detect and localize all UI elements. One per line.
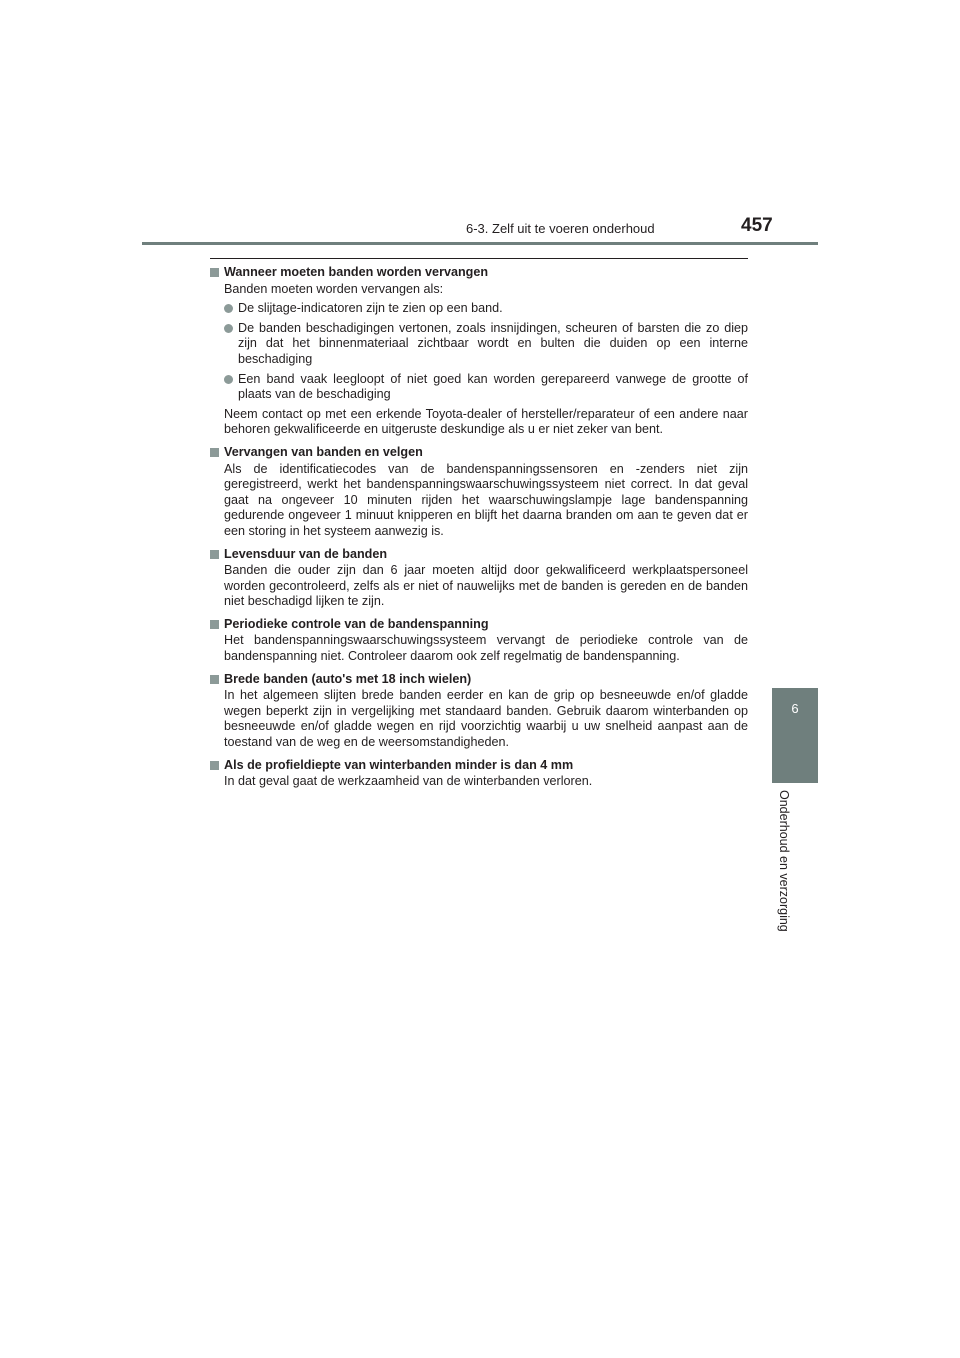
section-heading: Levensduur van de banden <box>210 547 748 563</box>
section-body: Het bandenspanningswaarschuwingssysteem vervangt de periodieke controle van de bandenspanning niet. Controleer daarom ook zelf regelmatig de bandenspanning. <box>224 633 748 664</box>
chapter-tab <box>772 688 818 783</box>
section-outro: Neem contact op met een erkende Toyota-dealer of hersteller/reparateur of een andere naar behoren gekwalificeerde en uitgeruste deskundige als u er niet zeker van bent. <box>224 406 748 437</box>
section-heading: Periodieke controle van de bandenspanning <box>210 617 748 633</box>
page-number: 457 <box>741 215 773 236</box>
section-body: In het algemeen slijten brede banden eerder en kan de grip op besneeuwde en/of gladde wegen beperkt zijn in vergelijking met standaard banden. Gebruik daarom winterbanden op besneeuwde en/of gladde wegen en rijd voorzichtig waarbij u uw snelheid aanpast aan de toestand van de weg en de weersomstandigheden. <box>224 688 748 750</box>
main-content <box>210 265 748 790</box>
circle-bullet-icon <box>224 324 233 333</box>
square-bullet-icon <box>210 675 219 684</box>
square-bullet-icon <box>210 550 219 559</box>
square-bullet-icon <box>210 620 219 629</box>
list-item: De slijtage-indicatoren zijn te zien op een band. <box>210 301 748 317</box>
content-top-rule <box>210 258 748 259</box>
chapter-number: 6 <box>791 701 799 716</box>
list-item: De banden beschadigingen vertonen, zoals insnijdingen, scheuren of barsten die zo diep zijn dat het binnenmateriaal zichtbaar wordt en bulten die duiden op een interne beschadiging <box>210 321 748 368</box>
square-bullet-icon <box>210 268 219 277</box>
header-rule <box>142 242 818 245</box>
section-body: Banden die ouder zijn dan 6 jaar moeten altijd door gekwalificeerd werkplaatspersoneel worden gecontroleerd, zelfs als er niet of nauwelijks met de banden is gereden en de banden niet beschadigd lijken te zijn. <box>224 563 748 609</box>
section-heading: Vervangen van banden en velgen <box>210 445 748 461</box>
section-heading: Brede banden (auto's met 18 inch wielen) <box>210 672 748 688</box>
section-intro: Banden moeten worden vervangen als: <box>224 281 444 296</box>
circle-bullet-icon <box>224 375 233 384</box>
section-body: In dat geval gaat de werkzaamheid van de winterbanden verloren. <box>224 774 593 789</box>
circle-bullet-icon <box>224 304 233 313</box>
section-heading: Wanneer moeten banden worden vervangen <box>210 265 748 281</box>
square-bullet-icon <box>210 448 219 457</box>
square-bullet-icon <box>210 761 219 770</box>
section-heading: Als de profieldiepte van winterbanden minder is dan 4 mm <box>210 758 748 774</box>
running-header: 6-3. Zelf uit te voeren onderhoud <box>466 221 655 236</box>
chapter-title: Onderhoud en verzorging <box>777 790 791 932</box>
list-item: Een band vaak leegloopt of niet goed kan worden gerepareerd vanwege de grootte of plaats van de beschadiging <box>210 372 748 403</box>
section-body: Als de identificatiecodes van de bandenspanningssensoren en -zenders niet zijn geregistreerd, werkt het bandenspanningswaarschuwingssysteem niet correct. In dat geval gaat na ongeveer 10 minuten rijden het waarschuwingslampje lage bandenspanning gedurende ongeveer 1 minuut knipperen en blijft het daarna branden om aan te geven dat er een storing in het systeem aanwezig is. <box>224 461 748 538</box>
